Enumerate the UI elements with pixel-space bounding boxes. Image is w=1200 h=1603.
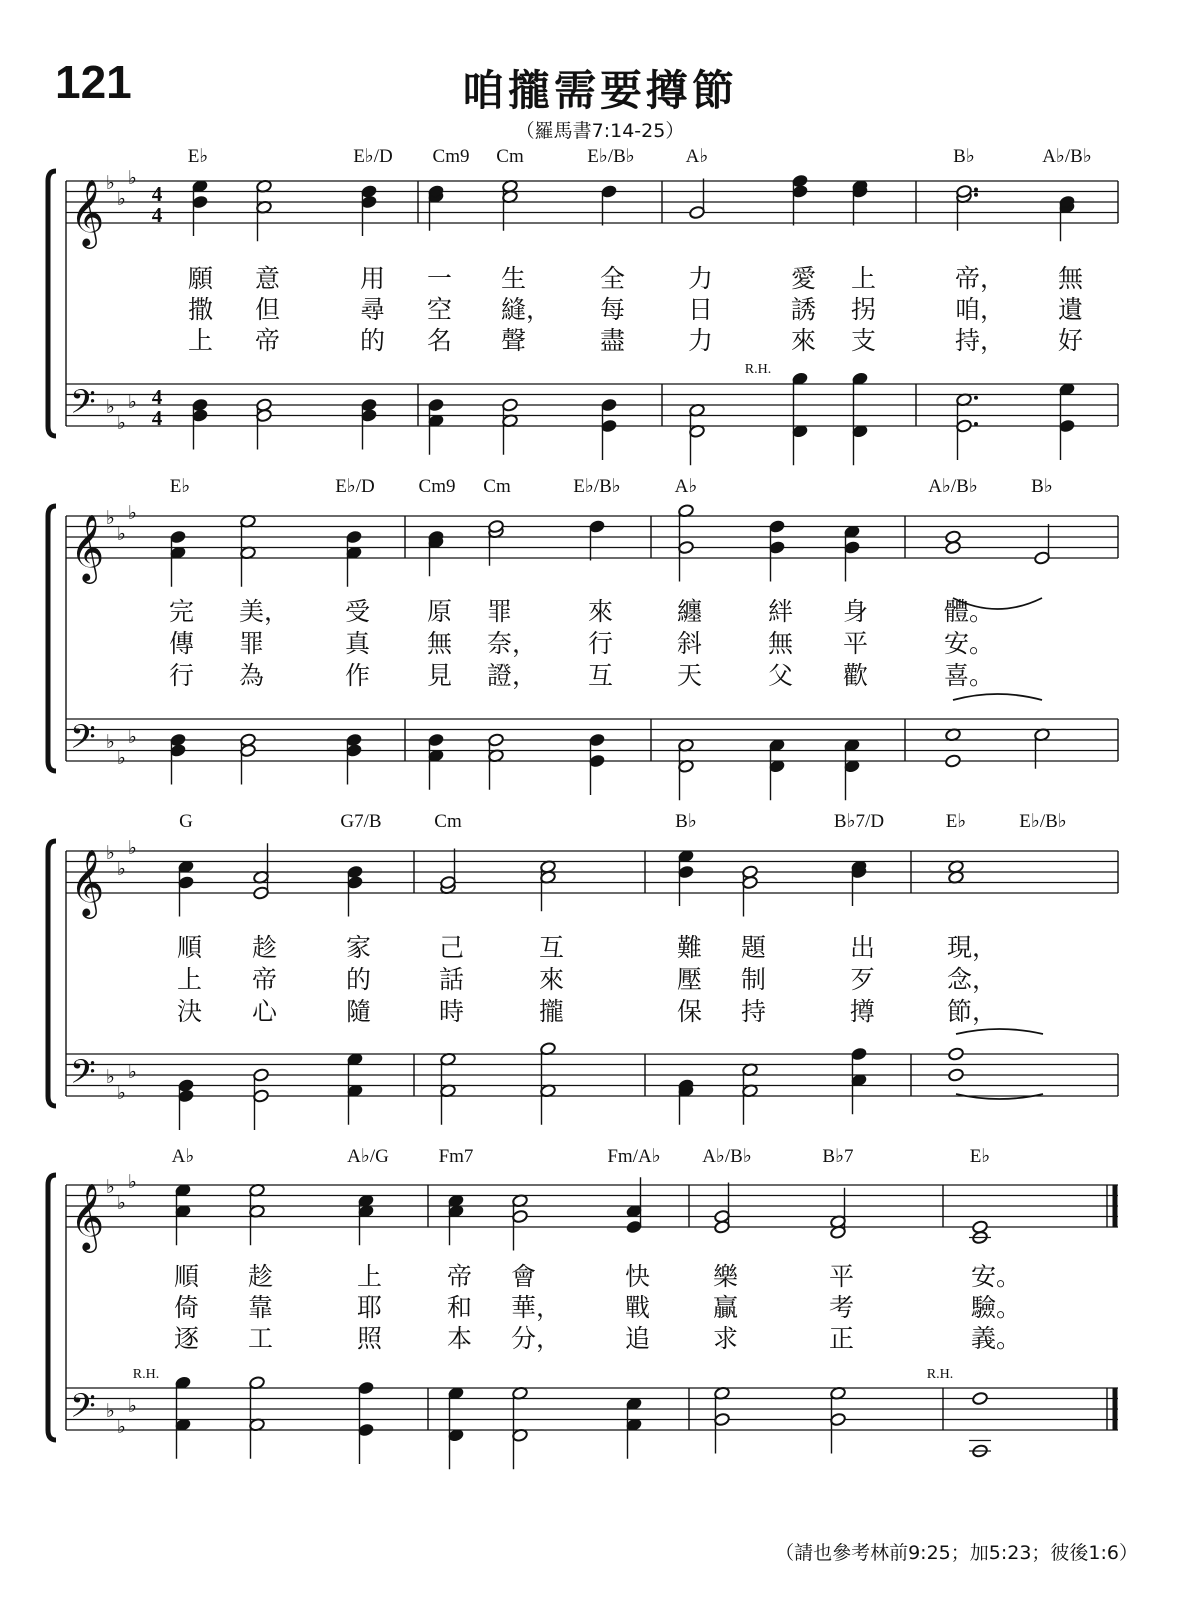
chord-symbol: B♭ xyxy=(953,146,975,167)
lyric-syllable: 行 xyxy=(169,661,195,690)
lyric-syllable: 支 xyxy=(851,326,877,355)
lyric-syllable: 名 xyxy=(427,326,453,355)
lyric-syllable: 但 xyxy=(255,295,281,324)
lyric-syllable: 持， xyxy=(955,326,1006,355)
chord-symbol: E♭/D xyxy=(335,476,375,497)
chord-symbol: G xyxy=(179,811,193,832)
lyric-syllable: 難 xyxy=(677,933,703,962)
treble-clef-icon: 𝄞 xyxy=(70,513,105,581)
cross-reference: （請也參考林前9:25；加5:23；彼後1:6） xyxy=(775,1542,1138,1564)
lyric-syllable: 求 xyxy=(713,1324,739,1353)
lyric-syllable: 行 xyxy=(588,629,614,658)
lyric-syllable: 制 xyxy=(741,965,767,994)
time-signature-bottom: 4 xyxy=(151,203,163,227)
treble-clef-icon: 𝄞 xyxy=(70,178,105,246)
key-flat-icon: ♭ xyxy=(106,1066,115,1088)
lyric-syllable: 互 xyxy=(539,933,565,962)
lyric-syllable: 縫， xyxy=(501,295,552,324)
lyric-syllable: 喜。 xyxy=(944,661,995,690)
notehead xyxy=(972,1391,989,1405)
lyric-syllable: 互 xyxy=(588,661,614,690)
chord-symbol: B♭7 xyxy=(822,1146,854,1167)
lyric-syllable: 來 xyxy=(539,965,565,994)
chord-symbol: A♭/B♭ xyxy=(702,1146,752,1167)
chord-symbol: E♭/B♭ xyxy=(1019,811,1067,832)
key-flat-icon: ♭ xyxy=(117,1191,126,1214)
right-hand-mark: R.H. xyxy=(926,1367,954,1382)
lyric-syllable: 耶 xyxy=(357,1293,383,1322)
lyric-syllable: 話 xyxy=(439,965,465,994)
lyric-syllable: 罪 xyxy=(487,597,513,626)
lyric-syllable: 家 xyxy=(346,933,372,962)
lyric-syllable: 聲 xyxy=(501,326,527,355)
key-flat-icon: ♭ xyxy=(106,731,115,753)
lyric-syllable: 天 xyxy=(677,661,703,690)
lyric-syllable: 時 xyxy=(439,997,465,1026)
lyric-syllable: 空 xyxy=(427,295,453,324)
lyric-syllable: 順 xyxy=(174,1262,200,1291)
lyric-syllable: 現， xyxy=(947,933,998,962)
key-flat-icon: ♭ xyxy=(128,390,137,413)
chord-symbol: E♭ xyxy=(169,476,191,497)
key-flat-icon: ♭ xyxy=(117,1415,126,1438)
system-bracket xyxy=(48,1175,56,1440)
lyric-syllable: 己 xyxy=(439,933,465,962)
chord-symbol: E♭ xyxy=(945,811,967,832)
chord-symbol: Cm xyxy=(483,476,511,497)
key-flat-icon: ♭ xyxy=(117,187,126,210)
lyric-syllable: 盡 xyxy=(600,326,626,355)
lyric-syllable: 壓 xyxy=(677,965,703,994)
lyric-syllable: 好 xyxy=(1058,326,1084,355)
lyric-syllable: 父 xyxy=(768,661,794,690)
lyric-syllable: 帝， xyxy=(955,264,1006,293)
lyric-syllable: 願 xyxy=(188,264,214,293)
lyric-syllable: 受 xyxy=(345,597,371,626)
bass-clef-icon: 𝄢 xyxy=(70,1053,96,1100)
lyric-syllable: 順 xyxy=(177,933,203,962)
lyric-syllable: 日 xyxy=(688,295,714,324)
chord-symbol: G7/B xyxy=(340,811,382,832)
chord-symbol: E♭/B♭ xyxy=(573,476,621,497)
key-flat-icon: ♭ xyxy=(106,396,115,418)
lyric-syllable: 用 xyxy=(360,264,386,293)
system-bracket xyxy=(48,506,56,771)
lyric-syllable: 一 xyxy=(427,264,453,293)
chord-symbol: Cm xyxy=(496,146,524,167)
lyric-syllable: 會 xyxy=(511,1262,537,1291)
key-flat-icon: ♭ xyxy=(117,411,126,434)
lyric-syllable: 決 xyxy=(177,997,203,1026)
lyric-syllable: 考 xyxy=(829,1293,855,1322)
chord-symbol: A♭/G xyxy=(347,1146,389,1167)
lyric-syllable: 贏 xyxy=(713,1293,739,1322)
lyric-syllable: 快 xyxy=(625,1262,651,1291)
chord-symbol: A♭ xyxy=(685,146,709,167)
chord-symbol: B♭ xyxy=(1031,476,1053,497)
chord-symbol: A♭ xyxy=(171,1146,195,1167)
lyric-syllable: 斜 xyxy=(677,629,703,658)
lyric-syllable: 絆 xyxy=(768,597,794,626)
lyric-syllable: 身 xyxy=(843,597,869,626)
lyric-syllable: 全 xyxy=(600,264,626,293)
key-flat-icon: ♭ xyxy=(117,522,126,545)
lyric-syllable: 帝 xyxy=(447,1262,473,1291)
key-flat-icon: ♭ xyxy=(128,1394,137,1417)
lyric-syllable: 驗。 xyxy=(971,1293,1022,1322)
lyric-syllable: 生 xyxy=(501,264,527,293)
chord-symbol: B♭ xyxy=(675,811,697,832)
lyric-syllable: 樂 xyxy=(713,1262,739,1291)
bass-clef-icon: 𝄢 xyxy=(70,718,96,765)
hymn-title: 咱攏需要撙節 xyxy=(461,66,738,115)
lyric-syllable: 平 xyxy=(829,1262,855,1291)
dot xyxy=(974,396,978,400)
lyric-syllable: 傳 xyxy=(169,629,195,658)
chord-symbol: Cm xyxy=(434,811,462,832)
lyric-syllable: 無 xyxy=(768,629,794,658)
lyric-syllable: 美， xyxy=(239,597,290,626)
lyric-syllable: 上 xyxy=(357,1262,383,1291)
key-flat-icon: ♭ xyxy=(106,1176,115,1198)
chord-symbol: Fm/A♭ xyxy=(607,1146,661,1167)
key-flat-icon: ♭ xyxy=(128,1060,137,1083)
right-hand-mark: R.H. xyxy=(744,362,772,377)
lyric-syllable: 見 xyxy=(427,661,453,690)
lyric-syllable: 真 xyxy=(345,629,371,658)
lyric-syllable: 念， xyxy=(947,965,998,994)
lyric-syllable: 隨 xyxy=(346,997,372,1026)
lyric-syllable: 追 xyxy=(625,1324,651,1353)
key-flat-icon: ♭ xyxy=(128,725,137,748)
notehead xyxy=(948,1047,965,1061)
lyric-syllable: 分， xyxy=(511,1324,562,1353)
key-flat-icon: ♭ xyxy=(128,1170,137,1193)
key-flat-icon: ♭ xyxy=(106,507,115,529)
lyric-syllable: 作 xyxy=(345,661,371,690)
lyric-syllable: 力 xyxy=(688,326,714,355)
tie xyxy=(956,1029,1043,1034)
system-bracket xyxy=(48,171,56,436)
lyric-syllable: 出 xyxy=(850,933,876,962)
lyric-syllable: 本 xyxy=(447,1324,473,1353)
lyric-syllable: 罪 xyxy=(239,629,265,658)
lyric-syllable: 帝 xyxy=(255,326,281,355)
lyric-syllable: 歡 xyxy=(843,661,869,690)
lyric-syllable: 歹 xyxy=(850,965,876,994)
lyric-syllable: 節， xyxy=(947,997,998,1026)
notehead xyxy=(945,530,962,544)
chord-symbol: A♭ xyxy=(674,476,698,497)
key-flat-icon: ♭ xyxy=(128,836,137,859)
lyric-syllable: 撙 xyxy=(850,997,876,1026)
lyric-syllable: 保 xyxy=(677,997,703,1026)
lyric-syllable: 的 xyxy=(346,965,372,994)
treble-clef-icon: 𝄞 xyxy=(70,1182,105,1250)
lyric-syllable: 上 xyxy=(188,326,214,355)
lyric-syllable: 遺 xyxy=(1058,295,1084,324)
lyric-syllable: 工 xyxy=(248,1324,274,1353)
lyric-syllable: 來 xyxy=(791,326,817,355)
lyric-syllable: 趁 xyxy=(248,1262,274,1291)
key-flat-icon: ♭ xyxy=(117,857,126,880)
tie xyxy=(953,694,1042,700)
lyric-syllable: 原 xyxy=(427,597,453,626)
lyric-syllable: 纏 xyxy=(677,597,703,626)
lyric-syllable: 意 xyxy=(255,264,281,293)
lyric-syllable: 撒 xyxy=(188,295,214,324)
lyric-syllable: 體。 xyxy=(944,597,995,626)
lyric-syllable: 力 xyxy=(688,264,714,293)
lyric-syllable: 每 xyxy=(600,295,626,324)
lyric-syllable: 為 xyxy=(239,661,265,690)
lyric-syllable: 愛 xyxy=(791,264,817,293)
chord-symbol: Cm9 xyxy=(432,146,470,167)
chord-symbol: E♭/B♭ xyxy=(587,146,635,167)
key-flat-icon: ♭ xyxy=(106,842,115,864)
notehead xyxy=(972,1220,989,1234)
key-flat-icon: ♭ xyxy=(117,1081,126,1104)
chord-symbol: A♭/B♭ xyxy=(1042,146,1092,167)
chord-symbol: E♭ xyxy=(187,146,209,167)
lyric-syllable: 來 xyxy=(588,597,614,626)
lyric-syllable: 拐 xyxy=(851,295,877,324)
lyric-syllable: 照 xyxy=(357,1324,383,1353)
lyric-syllable: 華， xyxy=(511,1293,562,1322)
dot xyxy=(974,193,978,197)
system-bracket xyxy=(48,841,56,1106)
lyric-syllable: 戰 xyxy=(625,1293,651,1322)
chord-symbol: Cm9 xyxy=(418,476,456,497)
bass-clef-icon: 𝄢 xyxy=(70,383,96,430)
right-hand-mark: R.H. xyxy=(132,1367,160,1382)
lyric-syllable: 上 xyxy=(851,264,877,293)
lyric-syllable: 題 xyxy=(741,933,767,962)
lyric-syllable: 上 xyxy=(177,965,203,994)
lyric-syllable: 證， xyxy=(487,661,538,690)
time-signature-top: 4 xyxy=(151,182,163,206)
key-flat-icon: ♭ xyxy=(106,172,115,194)
key-flat-icon: ♭ xyxy=(128,166,137,189)
lyric-syllable: 帝 xyxy=(252,965,278,994)
lyric-syllable: 咱， xyxy=(955,295,1006,324)
lyric-syllable: 尋 xyxy=(360,295,386,324)
lyric-syllable: 義。 xyxy=(971,1324,1022,1353)
lyric-syllable: 平 xyxy=(843,629,869,658)
lyric-syllable: 正 xyxy=(829,1324,855,1353)
lyric-syllable: 趁 xyxy=(252,933,278,962)
bass-clef-icon: 𝄢 xyxy=(70,1387,96,1434)
scripture-reference: （羅馬書7:14-25） xyxy=(515,120,685,142)
key-flat-icon: ♭ xyxy=(128,501,137,524)
treble-clef-icon: 𝄞 xyxy=(70,848,105,916)
lyric-syllable: 無 xyxy=(1058,264,1084,293)
lyric-syllable: 攏 xyxy=(539,997,565,1026)
lyric-syllable: 的 xyxy=(360,326,386,355)
chord-symbol: E♭ xyxy=(969,1146,991,1167)
lyric-syllable: 持 xyxy=(741,997,767,1026)
lyric-syllable: 無 xyxy=(427,629,453,658)
chord-symbol: Fm7 xyxy=(438,1146,474,1167)
lyric-syllable: 誘 xyxy=(791,295,817,324)
time-signature-top: 4 xyxy=(151,385,163,409)
dot xyxy=(974,422,978,426)
lyric-syllable: 和 xyxy=(447,1293,473,1322)
hymn-number: 121 xyxy=(55,56,132,108)
notehead xyxy=(948,1068,965,1082)
lyric-syllable: 逐 xyxy=(174,1324,200,1353)
lyric-syllable: 心 xyxy=(252,997,278,1026)
chord-symbol: E♭/D xyxy=(353,146,393,167)
chord-symbol: A♭/B♭ xyxy=(928,476,978,497)
key-flat-icon: ♭ xyxy=(117,746,126,769)
lyric-syllable: 安。 xyxy=(971,1262,1022,1291)
lyric-syllable: 靠 xyxy=(248,1293,274,1322)
notehead xyxy=(945,754,962,768)
lyric-syllable: 安。 xyxy=(944,629,995,658)
dot xyxy=(974,188,978,192)
lyric-syllable: 奈， xyxy=(487,629,538,658)
lyric-syllable: 倚 xyxy=(174,1293,200,1322)
key-flat-icon: ♭ xyxy=(106,1400,115,1422)
chord-symbol: B♭7/D xyxy=(833,811,885,832)
time-signature-bottom: 4 xyxy=(151,406,163,430)
lyric-syllable: 完 xyxy=(169,597,195,626)
